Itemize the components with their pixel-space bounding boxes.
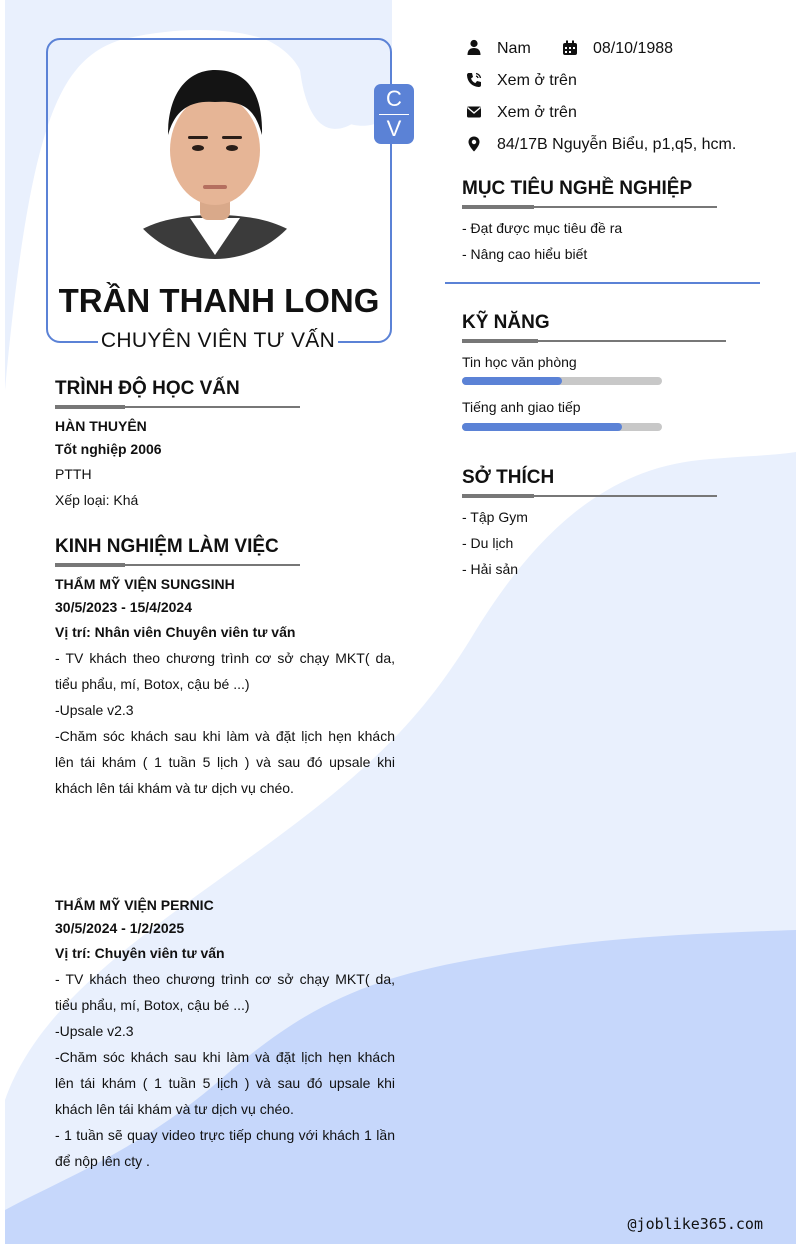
- hobbies-heading-underline: [462, 495, 717, 497]
- hobbies-heading: SỞ THÍCH: [462, 467, 555, 488]
- skills-heading-underline: [462, 340, 726, 342]
- job-details: - TV khách theo chương trình cơ sở chạy MKT( da, tiểu phẩu, mí, Botox, cậu bé ...) -Upsale v2.3 -Chăm sóc khách sau khi làm và đặt lịch hẹn khách lên tái khám ( 1 tuần 5 lịch ) và sau đó upsale khi khách lên tái khám và tư dịch vụ chéo. - 1 tuần sẽ quay video trực tiếp chung với khách 1 lần để nộp lên cty .: [55, 971, 395, 1169]
- job-period: 30/5/2024 - 1/2/2025: [55, 920, 185, 936]
- objective-item: - Đạt được mục tiêu đề ra: [462, 220, 623, 236]
- hobby-item: - Hải sản: [462, 561, 519, 577]
- user-icon: [466, 39, 482, 55]
- birthday-value: 08/10/1988: [593, 40, 674, 57]
- experience-heading-underline: [55, 564, 300, 566]
- mail-icon: [466, 104, 482, 120]
- job-details: - TV khách theo chương trình cơ sở chạy MKT( da, tiểu phẩu, mí, Botox, cậu bé ...) -Upsale v2.3 -Chăm sóc khách sau khi làm và đặt lịch hẹn khách lên tái khám ( 1 tuần 5 lịch ) và sau đó upsale khi khách lên tái khám và tư dịch vụ chéo.: [55, 650, 395, 796]
- badge-letter-v: V: [386, 116, 402, 141]
- badge-letter-c: C: [386, 86, 402, 111]
- skill-bar-fill: [462, 377, 562, 385]
- school-name: HÀN THUYÊN: [55, 418, 147, 434]
- objective-item: - Nâng cao hiểu biết: [462, 246, 588, 262]
- job-company: THẨM MỸ VIỆN SUNGSINH: [55, 576, 235, 592]
- location-pin-icon: [466, 136, 482, 152]
- email-value: Xem ở trên: [497, 104, 577, 121]
- education-heading-underline: [55, 406, 300, 408]
- education-heading: TRÌNH ĐỘ HỌC VẤN: [55, 378, 240, 399]
- skill-bar-track: [462, 377, 662, 385]
- section-divider: [445, 282, 760, 284]
- skills-heading: KỸ NĂNG: [462, 312, 550, 333]
- phone-icon: [466, 72, 482, 88]
- objective-heading-underline: [462, 206, 717, 208]
- education-program: PTTH: [55, 466, 92, 482]
- education-rank: Xếp loại: Khá: [55, 492, 139, 508]
- full-name: TRẦN THANH LONG: [58, 282, 380, 319]
- footer-watermark: @joblike365.com: [627, 1215, 763, 1233]
- objective-heading: MỤC TIÊU NGHỀ NGHIỆP: [462, 178, 693, 199]
- calendar-icon: [562, 40, 578, 56]
- job-position: Vị trí: Nhân viên Chuyên viên tư vấn: [55, 624, 296, 640]
- job-title: CHUYÊN VIÊN TƯ VẤN: [98, 329, 338, 353]
- job-period: 30/5/2023 - 15/4/2024: [55, 599, 193, 615]
- job-position: Vị trí: Chuyên viên tư vấn: [55, 945, 225, 961]
- job-company: THẨM MỸ VIỆN PERNIC: [55, 897, 214, 913]
- cv-badge: [374, 84, 414, 144]
- hobby-item: - Tập Gym: [462, 509, 528, 525]
- hobby-item: - Du lịch: [462, 535, 514, 551]
- skill-name: Tiếng anh giao tiếp: [462, 399, 581, 415]
- experience-heading: KINH NGHIỆM LÀM VIỆC: [55, 536, 279, 557]
- skill-name: Tin học văn phòng: [462, 354, 577, 370]
- skill-bar-fill: [462, 423, 622, 431]
- address-value: 84/17B Nguyễn Biểu, p1,q5, hcm.: [497, 136, 737, 153]
- skill-bar-track: [462, 423, 662, 431]
- phone-value: Xem ở trên: [497, 72, 577, 89]
- graduation-year: Tốt nghiệp 2006: [55, 441, 162, 457]
- gender-value: Nam: [497, 40, 531, 57]
